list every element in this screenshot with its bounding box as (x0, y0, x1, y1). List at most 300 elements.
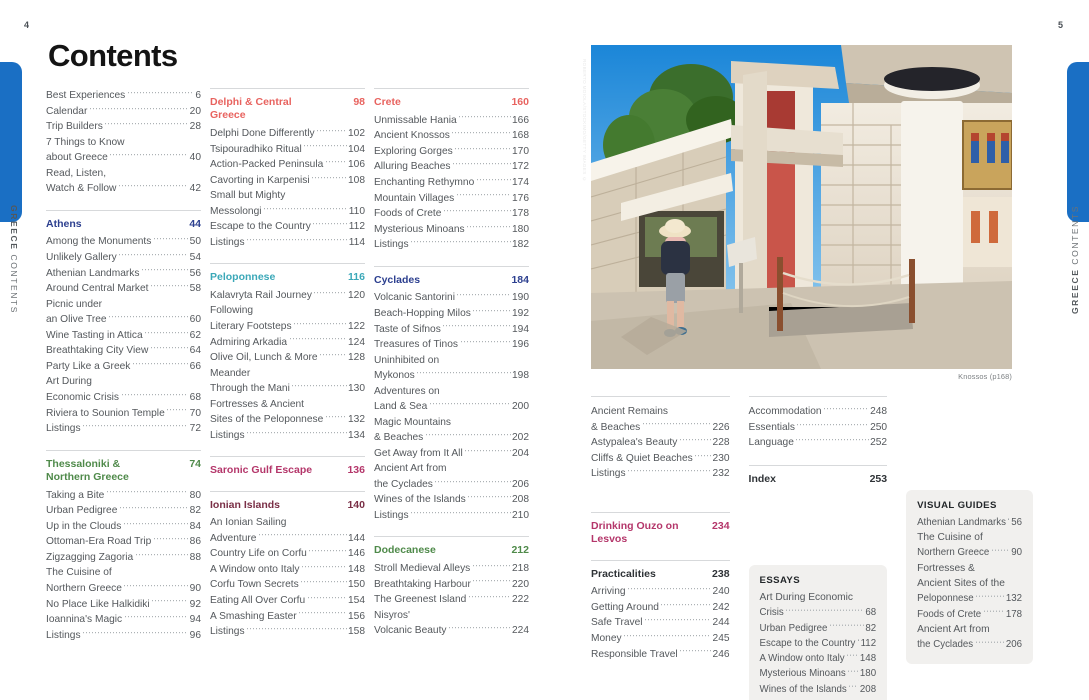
toc-entry[interactable] (374, 430, 529, 446)
toc-column (374, 88, 529, 656)
toc-entry-label: Volcanic Beauty (374, 625, 447, 637)
toc-entry[interactable] (210, 428, 365, 444)
toc-entry[interactable] (374, 159, 529, 175)
toc-entry[interactable] (210, 546, 365, 562)
toc-entry-label: an Olive Tree (46, 314, 107, 326)
visual-guides-title: VISUAL GUIDES (917, 500, 997, 511)
toc-entry-line: Art During Economic (759, 592, 853, 604)
photo-credit: ROBERTO MOIOLA/STOCKIMO/GETTY IMAGES © (582, 59, 587, 182)
toc-entry-label: Action-Packed Peninsula (210, 159, 324, 171)
toc-entry-line: Fortresses & (917, 562, 975, 574)
back-matter-list (749, 404, 888, 451)
toc-entry-label: Foods of Crete (374, 208, 442, 220)
toc-entry[interactable] (749, 404, 888, 420)
toc-entry-label: Calendar (46, 105, 88, 117)
right-columns (591, 396, 1052, 700)
dot-leader (153, 534, 188, 544)
dot-leader (119, 503, 188, 513)
toc-entry-label: Listings (46, 423, 81, 435)
toc-entry-page: 244 (712, 617, 730, 629)
toc-entry[interactable] (917, 607, 1022, 622)
toc-entry-label: Riviera to Sounion Temple (46, 407, 165, 419)
toc-entry-page: 58 (189, 283, 201, 295)
toc-entry-label: Exploring Gorges (374, 145, 453, 157)
section-head-cyclades[interactable] (374, 274, 529, 287)
divider (210, 88, 365, 89)
toc-entry-label: Treasures of Tinos (374, 339, 458, 351)
section-head-peloponnese[interactable] (210, 271, 365, 284)
toc-entry-page: 70 (189, 407, 201, 419)
toc-entry[interactable] (374, 128, 529, 144)
divider (591, 512, 730, 513)
dot-leader (108, 312, 188, 322)
toc-entry[interactable] (210, 319, 365, 335)
toc-entry-page: 228 (712, 437, 730, 449)
toc-entry[interactable] (46, 534, 201, 550)
toc-entry-label: Peloponnese (917, 593, 974, 605)
toc-entry-line: Following (210, 305, 254, 317)
toc-entry[interactable] (591, 646, 730, 662)
toc-entry-page: 72 (189, 423, 201, 435)
dot-leader (123, 581, 188, 591)
toc-entry[interactable] (210, 141, 365, 157)
toc-entry[interactable] (210, 608, 365, 624)
divider (210, 263, 365, 264)
toc-entry-label: Volcanic Santorini (374, 292, 455, 304)
toc-entry[interactable] (760, 651, 877, 666)
section-head-crete[interactable] (374, 96, 529, 109)
toc-entry-label: Watch & Follow (46, 183, 117, 195)
section-page: 98 (353, 96, 365, 108)
toc-entry-label: Responsible Travel (591, 648, 678, 660)
toc-entry[interactable] (210, 173, 365, 189)
toc-entry-page: 108 (348, 174, 365, 186)
toc-entry[interactable] (210, 288, 365, 304)
toc-entry[interactable] (917, 638, 1022, 653)
toc-entry[interactable] (374, 623, 529, 639)
toc-entry-label: Literary Footsteps (210, 320, 292, 332)
toc-entry-line: Picnic under (46, 298, 103, 310)
toc-entry[interactable] (374, 290, 529, 306)
toc-entry-page: 248 (870, 406, 888, 418)
toc-entry-line: Adventures on (374, 385, 440, 397)
divider (749, 396, 888, 397)
toc-entry-page: 112 (860, 637, 877, 649)
toc-entry-page: 50 (189, 236, 201, 248)
toc-entry[interactable] (46, 104, 201, 120)
toc-entry-page: 122 (348, 320, 365, 332)
dot-leader (460, 337, 511, 347)
section-page: 136 (347, 464, 365, 477)
dot-leader (298, 608, 346, 618)
toc-entry[interactable] (591, 451, 730, 467)
toc-entry[interactable] (210, 126, 365, 142)
dot-leader (89, 104, 188, 114)
toc-entry-label: Admiring Arkadia (210, 336, 288, 348)
toc-entry[interactable] (749, 435, 888, 451)
toc-entry-page: 220 (512, 578, 529, 590)
toc-entry[interactable] (46, 150, 201, 166)
toc-column (46, 88, 201, 656)
dot-leader (127, 88, 194, 98)
toc-entry-label: Escape to the Country (759, 637, 856, 649)
toc-entry[interactable] (46, 343, 201, 359)
toc-entry-page: 154 (348, 594, 365, 606)
toc-entry-label: Wines of the Islands (374, 494, 466, 506)
toc-entry-page: 242 (712, 601, 730, 613)
toc-entry-page: 62 (189, 329, 201, 341)
toc-entry[interactable] (210, 530, 365, 546)
toc-entry[interactable] (46, 581, 201, 597)
toc-entry[interactable] (46, 88, 201, 104)
toc-entry-label: Athenian Landmarks (46, 267, 140, 279)
knossos-photo-illustration (591, 45, 1012, 369)
dot-leader (132, 359, 188, 369)
toc-entry-line: Uninhibited on (374, 354, 440, 366)
toc-entry[interactable] (591, 419, 730, 435)
toc-entry-line: Ancient Sites of the (917, 578, 1005, 590)
toc-entry[interactable] (46, 421, 201, 437)
toc-entry-label: Foods of Crete (917, 608, 982, 620)
toc-entry[interactable] (210, 593, 365, 609)
dodecanese-continued-list (591, 404, 730, 482)
dot-leader (263, 204, 347, 214)
toc-entry[interactable] (374, 492, 529, 508)
section-head-dodecanese[interactable] (374, 544, 529, 557)
toc-entry[interactable] (46, 487, 201, 503)
dot-leader (443, 206, 511, 216)
toc-entry[interactable] (46, 390, 201, 406)
toc-entry-page: 144 (348, 532, 365, 544)
section-page: 116 (348, 271, 365, 284)
right-column-3 (906, 396, 1033, 700)
edge-label-plain: CONTENTS (9, 254, 19, 315)
toc-entry-label: Unmissable Hania (374, 114, 457, 126)
toc-entry[interactable] (374, 508, 529, 524)
section-head-practicalities[interactable] (591, 568, 730, 581)
dot-leader (141, 265, 188, 275)
toc-entry[interactable] (374, 112, 529, 128)
dot-leader (472, 561, 511, 571)
toc-entry-label: Mykonos (374, 370, 415, 382)
toc-entry-page: 240 (712, 586, 730, 598)
toc-entry-label: Best Experiences (46, 90, 126, 102)
toc-entry-line: The Cuisine of (46, 567, 112, 579)
toc-entry-label: Eating All Over Corfu (210, 594, 306, 606)
dot-leader (325, 412, 347, 422)
toc-entry[interactable] (46, 612, 201, 628)
toc-entry[interactable] (210, 624, 365, 640)
toc-entry[interactable] (46, 250, 201, 266)
toc-entry[interactable] (210, 204, 365, 220)
toc-entry-page: 68 (865, 607, 877, 619)
toc-entry[interactable] (749, 420, 888, 436)
toc-entry[interactable] (374, 477, 529, 493)
toc-entry[interactable] (760, 667, 877, 682)
toc-entry[interactable] (374, 190, 529, 206)
dot-leader (458, 112, 510, 122)
toc-entry[interactable] (374, 592, 529, 608)
toc-section-thessaloniki (46, 450, 201, 644)
toc-entry[interactable] (374, 144, 529, 160)
toc-entry[interactable] (46, 405, 201, 421)
toc-entry-label: Breathtaking Harbour (374, 578, 471, 590)
toc-entry-label: Around Central Market (46, 283, 149, 295)
toc-entry[interactable] (210, 381, 365, 397)
visual-guides-box (906, 490, 1033, 664)
toc-entry-page: 110 (348, 205, 365, 217)
divider (374, 88, 529, 89)
section-name: Thessaloniki & Northern Greece (46, 457, 129, 483)
toc-entry-line: Magic Mountains (374, 416, 452, 428)
section-name: Practicalities (591, 567, 656, 580)
toc-entry-page: 180 (859, 668, 877, 680)
toc-entry[interactable] (210, 235, 365, 251)
toc-entry[interactable] (591, 466, 730, 482)
dot-leader (694, 451, 711, 461)
toc-entry-line: Read, Listen, (46, 167, 107, 179)
toc-entry[interactable] (46, 519, 201, 535)
section-head-ouzo[interactable] (591, 520, 730, 547)
section-head-thessaloniki[interactable] (46, 458, 201, 485)
toc-entry[interactable] (210, 577, 365, 593)
toc-entry[interactable] (591, 600, 730, 616)
toc-entry-label: about Greece (46, 152, 108, 164)
toc-entry-label: Astypalea's Beauty (591, 437, 678, 449)
toc-entry[interactable] (760, 636, 877, 651)
edge-label-right (1070, 205, 1080, 314)
toc-entry-page: 204 (512, 447, 529, 459)
section-head-delphi[interactable] (210, 96, 365, 123)
toc-entry-page: 20 (189, 105, 201, 117)
toc-entry[interactable] (374, 321, 529, 337)
dot-leader (846, 651, 858, 661)
dot-leader (1007, 515, 1009, 525)
toc-entry[interactable] (210, 334, 365, 350)
divider (46, 450, 201, 451)
section-page: 253 (869, 472, 888, 485)
toc-section-athens (46, 210, 201, 437)
toc-entry[interactable] (374, 222, 529, 238)
toc-section-cyclades (374, 266, 529, 524)
toc-entry[interactable] (46, 181, 201, 197)
toc-entry-page: 130 (348, 383, 365, 395)
toc-entry[interactable] (46, 265, 201, 281)
toc-entry[interactable] (374, 446, 529, 462)
toc-entry-page: 202 (512, 432, 529, 444)
toc-entry-label: Urban Pedigree (46, 505, 118, 517)
toc-entry[interactable] (210, 157, 365, 173)
photo-caption: Knossos (p168) (958, 372, 1012, 381)
dot-leader (416, 368, 510, 378)
dot-leader (467, 492, 510, 502)
toc-entry[interactable] (374, 337, 529, 353)
toc-entry[interactable] (760, 682, 877, 697)
toc-entry[interactable] (374, 399, 529, 415)
section-page: 44 (189, 217, 201, 230)
toc-entry-line: Ancient Art from (374, 463, 447, 475)
toc-entry[interactable] (210, 350, 365, 366)
toc-entry-label: Ioannina's Magic (46, 614, 123, 626)
toc-entry-label: Economic Crisis (46, 391, 120, 403)
toc-entry-label: Urban Pedigree (759, 622, 828, 634)
toc-entry[interactable] (46, 281, 201, 297)
toc-entry[interactable] (760, 621, 877, 636)
toc-entry[interactable] (374, 561, 529, 577)
right-column-2 (749, 396, 888, 700)
toc-entry-page: 86 (189, 536, 201, 548)
dot-leader (452, 159, 511, 169)
toc-entry-label: Mountain Villages (374, 192, 455, 204)
toc-entry[interactable] (46, 234, 201, 250)
toc-entry[interactable] (46, 312, 201, 328)
toc-entry[interactable] (46, 550, 201, 566)
toc-entry[interactable] (591, 631, 730, 647)
toc-entry[interactable] (210, 562, 365, 578)
toc-entry-line: Ancient Art from (917, 624, 990, 636)
toc-entry-label: Adventure (210, 532, 257, 544)
toc-entry-label: Messolongi (210, 205, 262, 217)
section-name: Saronic Gulf Escape (210, 464, 313, 477)
toc-entry[interactable] (46, 119, 201, 135)
toc-entry[interactable] (374, 368, 529, 384)
toc-entry[interactable] (374, 237, 529, 253)
toc-entry[interactable] (374, 306, 529, 322)
toc-entry[interactable] (760, 606, 877, 621)
toc-entry-page: 200 (512, 401, 529, 413)
toc-entry-page: 166 (512, 114, 529, 126)
divider (374, 266, 529, 267)
edge-label-left (9, 205, 19, 314)
toc-entry-label: The Greenest Island (374, 594, 467, 606)
toc-entry-page: 230 (712, 452, 730, 464)
toc-entry[interactable] (46, 328, 201, 344)
toc-entry-label: Mysterious Minoans (374, 223, 465, 235)
toc-entry-label: A Smashing Easter (210, 610, 297, 622)
toc-entry-page: 114 (348, 236, 365, 248)
dot-leader (150, 281, 188, 291)
toc-entry[interactable] (374, 206, 529, 222)
dot-leader (454, 144, 510, 154)
dot-leader (796, 420, 868, 430)
dot-leader (627, 584, 711, 594)
dot-leader (660, 600, 711, 610)
toc-entry[interactable] (591, 584, 730, 600)
dot-leader (848, 682, 858, 692)
dot-leader (627, 466, 711, 476)
toc-section-delphi (210, 88, 365, 250)
section-head-athens[interactable] (46, 218, 201, 231)
toc-entry[interactable] (917, 515, 1022, 530)
section-name: Delphi & Central Greece (210, 96, 292, 122)
knossos-photo (591, 45, 1012, 369)
toc-entry-line: Ancient Remains (591, 406, 669, 417)
toc-entry-page: 124 (348, 336, 365, 348)
toc-entry-page: 132 (348, 414, 365, 426)
toc-entry[interactable] (210, 412, 365, 428)
toc-entry-page: 82 (189, 505, 201, 517)
toc-entry-label: Trip Builders (46, 121, 103, 133)
dot-leader (291, 381, 346, 391)
toc-entry[interactable] (46, 503, 201, 519)
section-page: 234 (712, 519, 730, 532)
essays-box (749, 565, 888, 700)
chapter-edge-tab-right (1067, 62, 1089, 222)
toc-entry[interactable] (374, 576, 529, 592)
toc-entry-page: 90 (1011, 547, 1023, 559)
toc-entry[interactable] (46, 596, 201, 612)
toc-entry-label: Safe Travel (591, 617, 643, 629)
toc-entry[interactable] (917, 592, 1022, 607)
toc-entry-page: 112 (348, 221, 365, 233)
dot-leader (642, 419, 711, 429)
divider (591, 396, 730, 397)
dot-leader (289, 334, 347, 344)
dot-leader (307, 593, 347, 603)
section-head-saronic[interactable] (210, 464, 365, 477)
dot-leader (246, 428, 346, 438)
toc-entry-page: 218 (512, 562, 529, 574)
toc-section-saronic (210, 456, 365, 477)
toc-entry-page: 246 (712, 648, 730, 660)
toc-entry-label: Northern Greece (46, 582, 122, 594)
toc-entry-label: Olive Oil, Lunch & More (210, 352, 318, 364)
dot-leader (258, 530, 347, 540)
dot-leader (104, 119, 188, 129)
section-page: 160 (511, 96, 529, 108)
toc-entry-page: 120 (348, 289, 365, 301)
dot-leader (476, 175, 511, 185)
toc-entry-page: 192 (512, 307, 529, 319)
dot-leader (124, 612, 189, 622)
toc-entry-page: 104 (348, 143, 365, 155)
toc-entry[interactable] (591, 435, 730, 451)
toc-entry-label: Taste of Sifnos (374, 323, 441, 335)
dot-leader (319, 350, 346, 360)
toc-entry-label: Sites of the Peloponnese (210, 414, 324, 426)
dot-leader (300, 577, 346, 587)
toc-entry-page: 208 (512, 494, 529, 506)
toc-entry[interactable] (46, 628, 201, 644)
edge-label-strong: GREECE (9, 205, 19, 251)
toc-entry-label: Listings (210, 236, 245, 248)
toc-entry-label: Accommodation (748, 406, 822, 418)
toc-entry[interactable] (46, 359, 201, 375)
toc-entry-page: 88 (189, 551, 201, 563)
toc-entry[interactable] (591, 615, 730, 631)
toc-entry[interactable] (374, 175, 529, 191)
toc-entry-label: Listings (46, 629, 81, 641)
toc-entry[interactable] (917, 546, 1022, 561)
page-title: Contents (48, 38, 178, 73)
toc-entry-page: 82 (865, 622, 877, 634)
dot-leader (82, 628, 188, 638)
chapter-photo-wrap (582, 45, 1012, 381)
toc-entry-label: Cliffs & Quiet Beaches (591, 452, 693, 464)
section-head-index[interactable] (749, 473, 888, 486)
dot-leader (451, 128, 510, 138)
divider (210, 456, 365, 457)
toc-entry-page: 210 (512, 509, 529, 521)
toc-entry-line: Small but Mighty (210, 190, 286, 202)
toc-entry-label: Land & Sea (374, 401, 428, 413)
toc-entry-label: Delphi Done Differently (210, 128, 315, 139)
section-head-ionian[interactable] (210, 499, 365, 512)
toc-entry-page: 190 (512, 292, 529, 304)
dot-leader (166, 405, 188, 415)
toc-entry[interactable] (210, 219, 365, 235)
toc-entry-page: 102 (348, 128, 365, 139)
